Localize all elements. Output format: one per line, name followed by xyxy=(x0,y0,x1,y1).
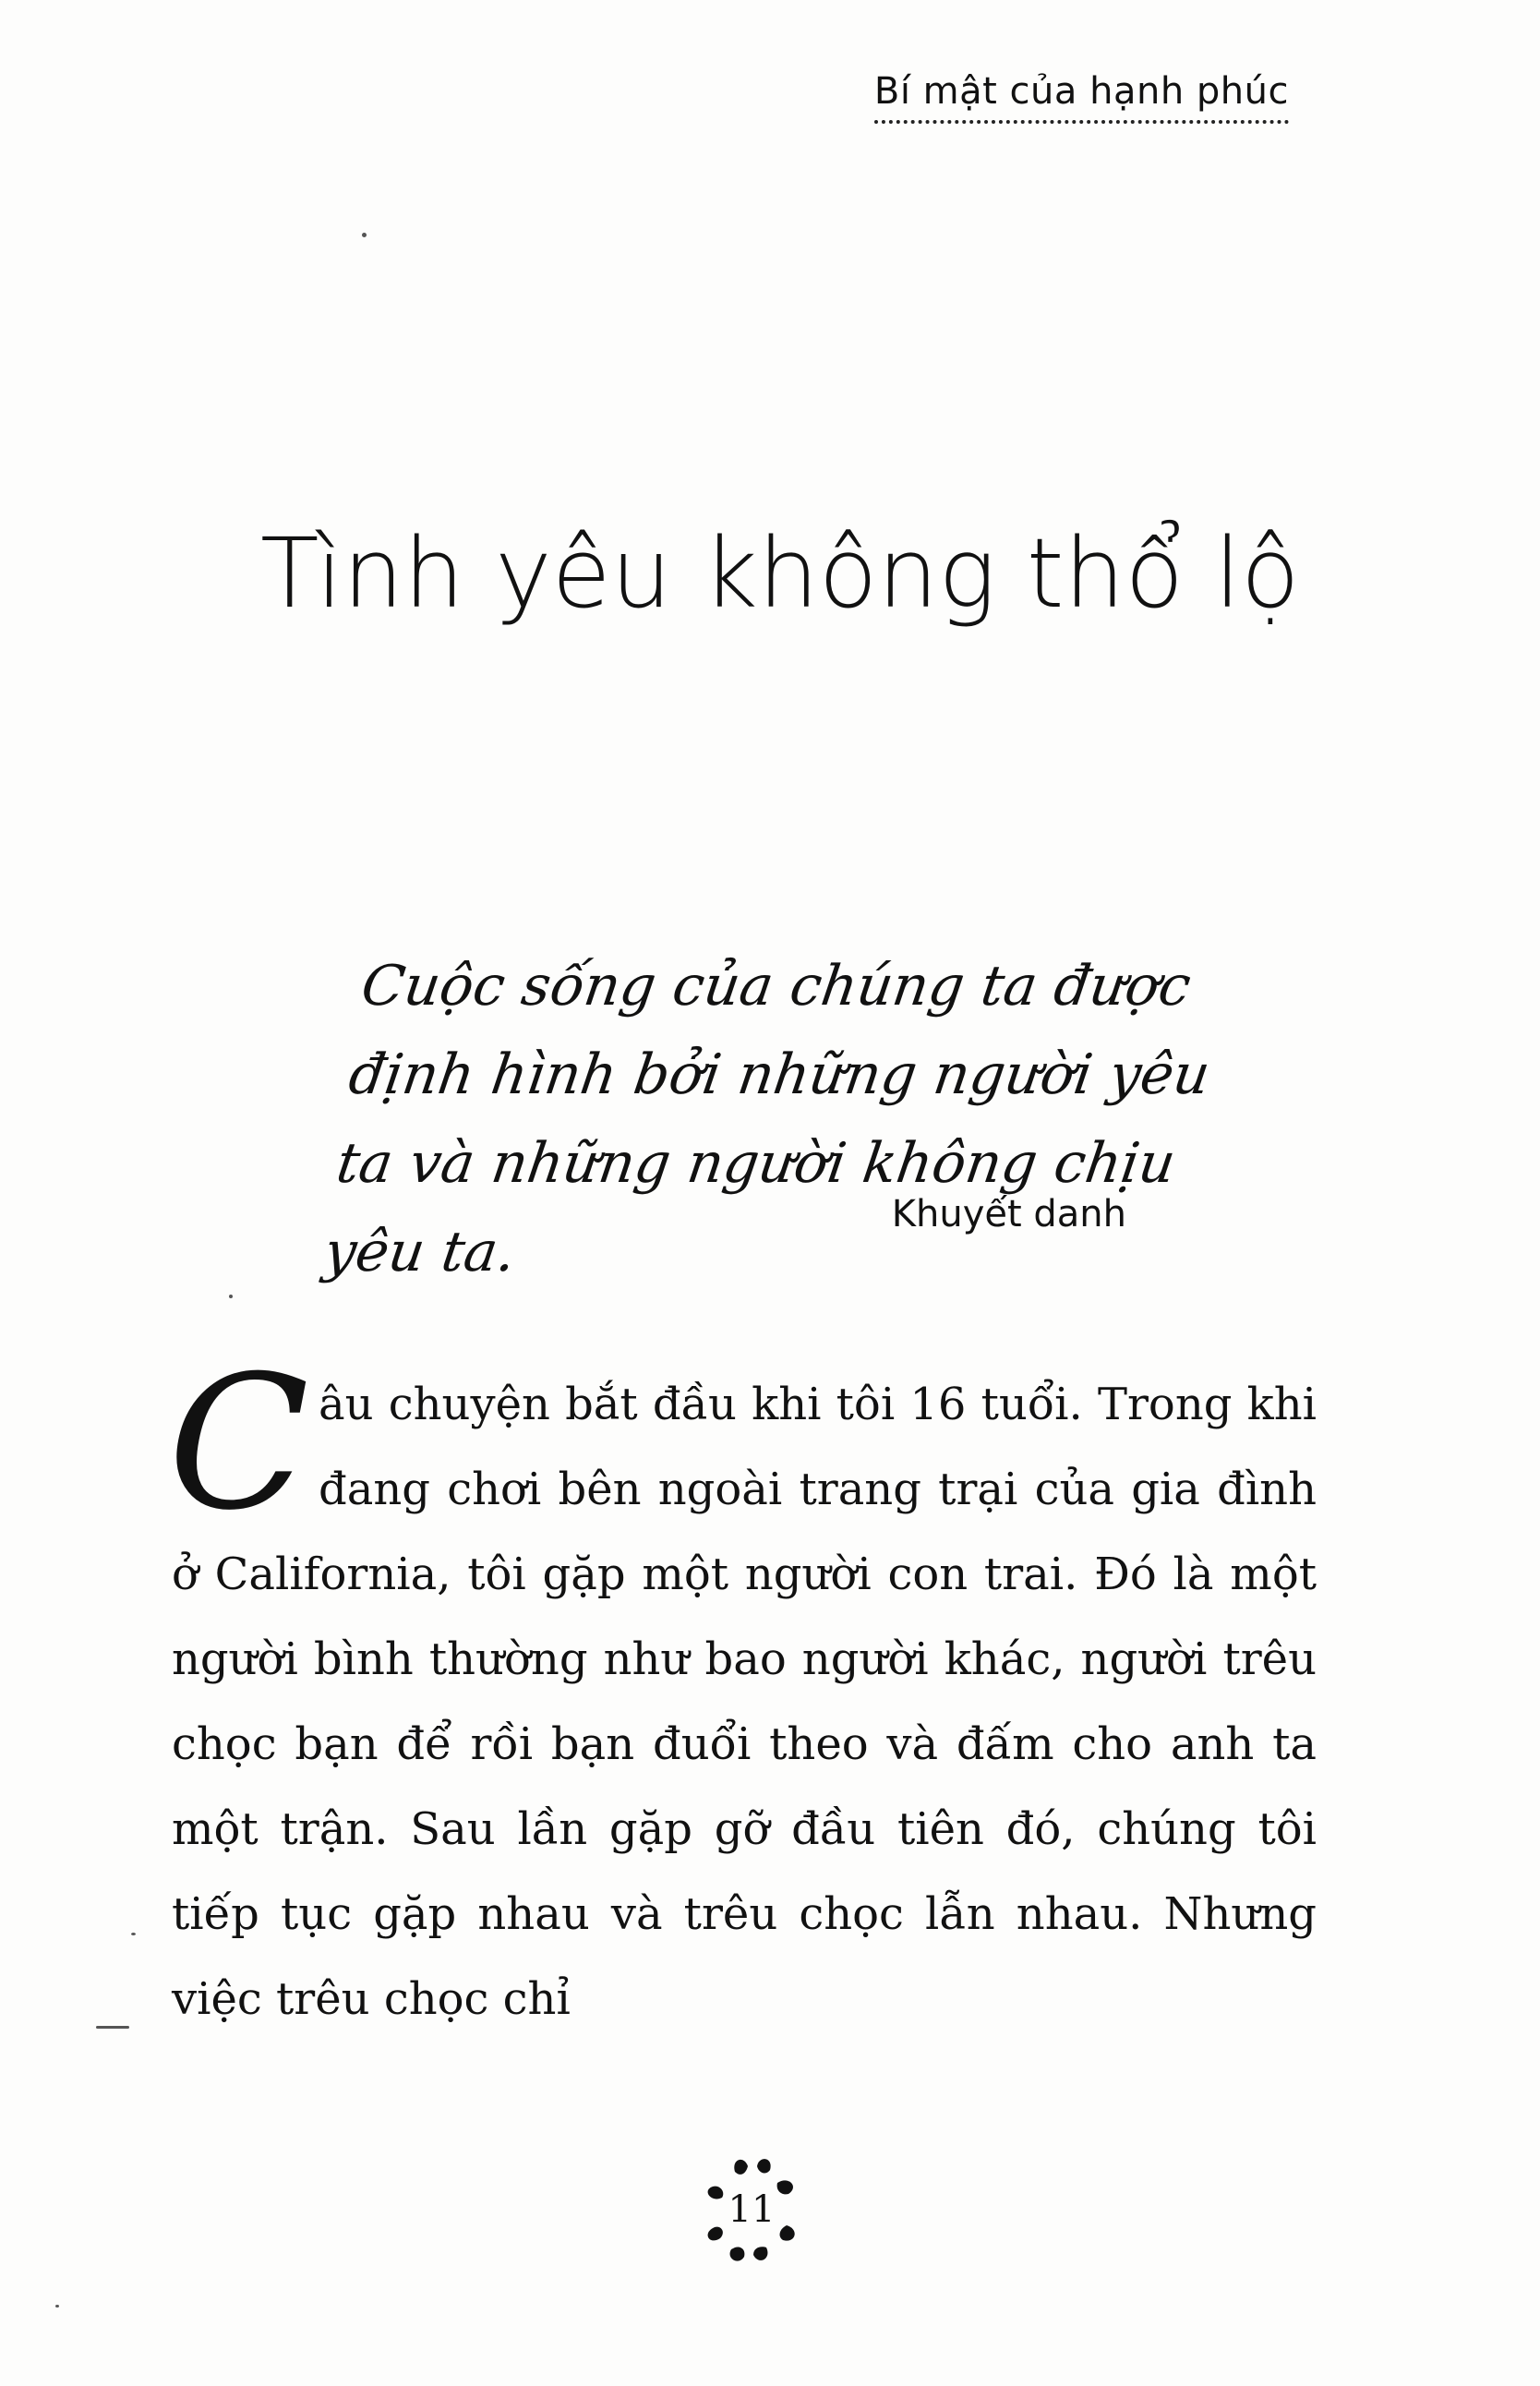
paper-speck xyxy=(96,2026,129,2029)
drop-cap: C xyxy=(168,1336,310,1551)
body-text: âu chuyện bắt đầu khi tôi 16 tuổi. Trong khi đang chơi bên ngoài trang trại của gia đình ở California, tôi gặp một người con trai. Đó là một người bình thường như bao người khác, người trêu chọc bạn để rồi bạn đuổi theo và đấm cho anh ta một trận. Sau lần gặp gỡ đầu tiên đó, chúng tôi tiếp tục gặp nhau và trêu chọc lẫn nhau. Nhưng việc trêu chọc chỉ xyxy=(172,1379,1317,2025)
body-paragraph xyxy=(168,1336,1317,2042)
epigraph-author: Khuyết danh xyxy=(891,1193,1126,1235)
paper-speck xyxy=(131,1933,136,1935)
chapter-title: Tình yêu không thổ lộ xyxy=(260,517,1300,630)
paper-speck xyxy=(55,2305,59,2308)
paper-speck xyxy=(362,233,367,237)
epigraph-quote: Cuộc sống của chúng ta được định hình bởi những người yêu ta và những người không chịu yêu ta. xyxy=(319,954,1214,1284)
page-number-ornament xyxy=(687,2151,816,2272)
page-number: 11 xyxy=(728,2188,776,2231)
paper-speck xyxy=(229,1295,233,1298)
running-header: Bí mật của hạnh phúc xyxy=(874,70,1289,124)
